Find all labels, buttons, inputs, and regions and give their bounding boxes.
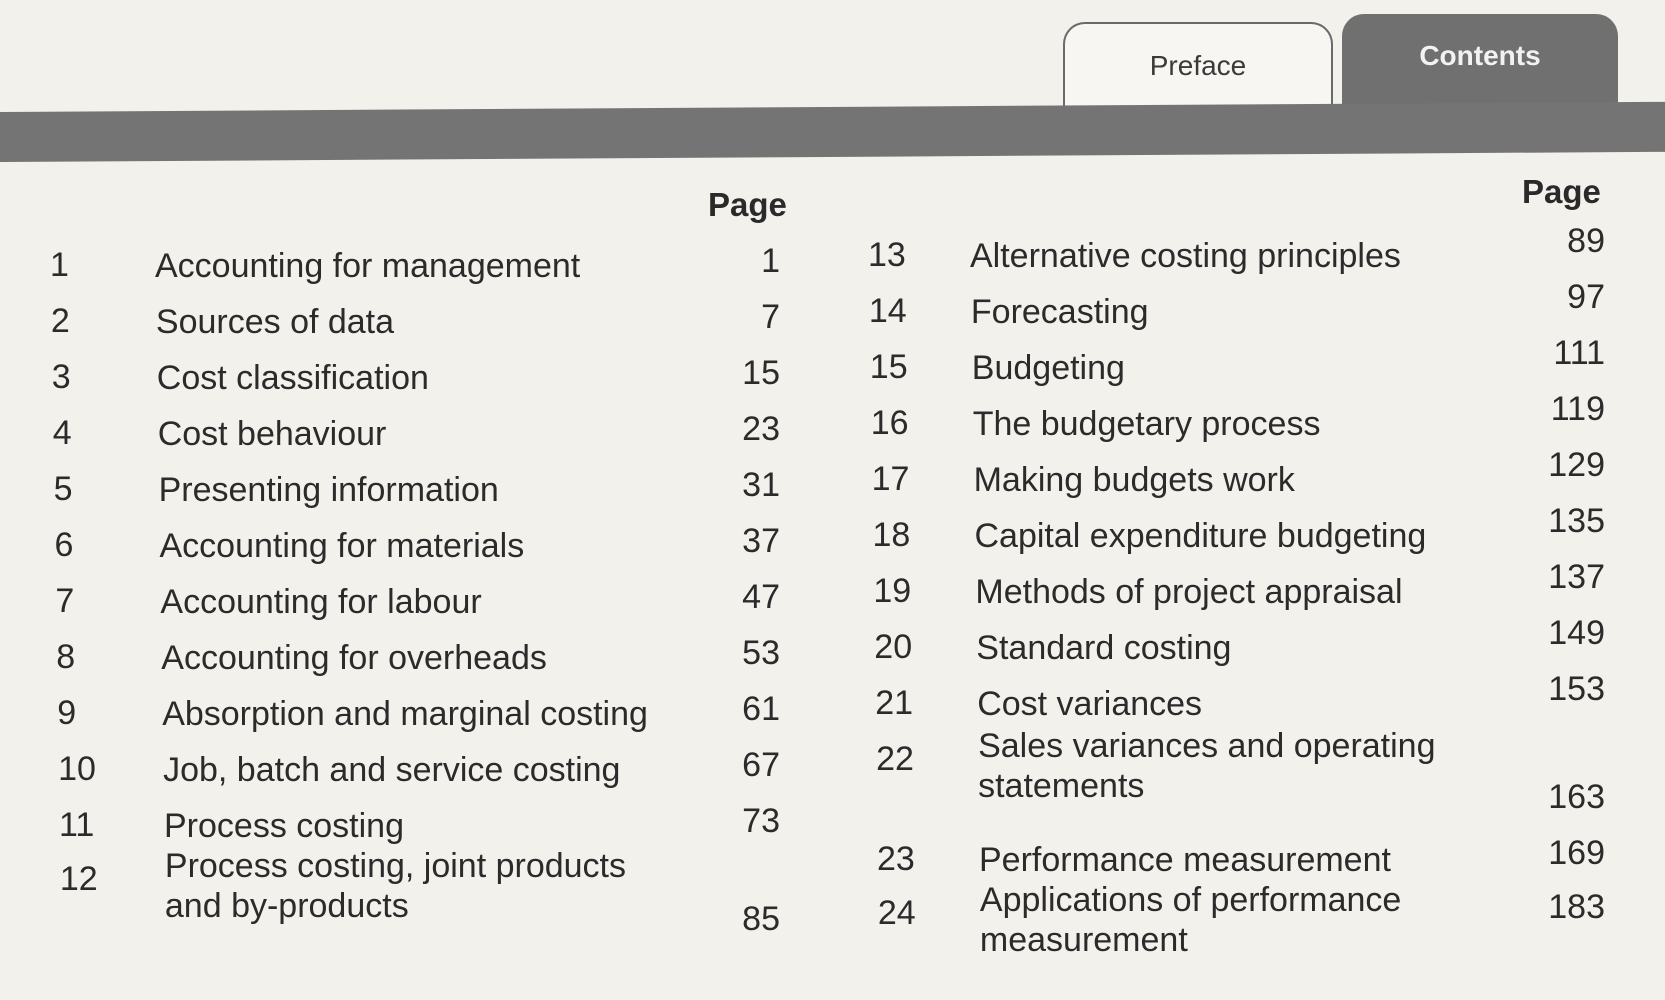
chapter-number: 9 <box>57 694 77 732</box>
chapter-page-number: 23 <box>742 410 780 448</box>
chapter-number: 4 <box>52 414 72 452</box>
chapter-page-number: 149 <box>1548 614 1605 652</box>
chapter-page-number: 89 <box>1567 222 1605 260</box>
chapter-number: 20 <box>874 628 913 666</box>
chapter-title-link[interactable]: Standard costing <box>976 629 1232 667</box>
chapter-title-link[interactable]: Job, batch and service costing <box>163 751 621 789</box>
chapter-title-link[interactable]: Accounting for management <box>155 247 581 285</box>
chapter-page-number: 163 <box>1548 778 1605 816</box>
chapter-title-link[interactable]: Performance measurement <box>979 841 1391 879</box>
chapter-page-number: 137 <box>1548 558 1605 596</box>
chapter-title-link[interactable]: Process costing, joint products and by-products <box>164 847 626 925</box>
chapter-title-link[interactable]: Sources of data <box>155 303 395 341</box>
chapter-number: 5 <box>53 470 73 508</box>
chapter-page-number: 129 <box>1548 446 1605 484</box>
chapter-title-link[interactable]: Absorption and marginal costing <box>162 695 648 733</box>
tab-preface[interactable]: Preface <box>1063 22 1333 118</box>
chapter-page-number: 153 <box>1548 670 1605 708</box>
chapter-title-link[interactable]: Methods of project appraisal <box>975 573 1403 611</box>
tab-contents[interactable]: Contents <box>1342 14 1618 118</box>
chapter-page-number: 135 <box>1548 502 1605 540</box>
chapter-number: 6 <box>54 526 74 564</box>
chapter-number: 10 <box>58 750 96 788</box>
chapter-page-number: 15 <box>742 354 780 392</box>
chapter-page-number: 37 <box>742 522 780 560</box>
chapter-number: 1 <box>50 246 69 284</box>
chapter-title-link[interactable]: Capital expenditure budgeting <box>974 517 1427 555</box>
chapter-number: 2 <box>50 302 70 340</box>
chapter-number: 18 <box>872 516 911 554</box>
chapter-number: 23 <box>877 840 915 878</box>
chapter-number: 8 <box>56 638 76 676</box>
chapter-page-number: 31 <box>742 466 780 504</box>
chapter-number: 17 <box>871 460 910 498</box>
header-band <box>0 102 1665 162</box>
chapter-title-link[interactable]: Making budgets work <box>973 461 1295 499</box>
chapter-number: 16 <box>870 404 909 442</box>
chapter-title-link[interactable]: Forecasting <box>970 293 1149 331</box>
chapter-title-link[interactable]: Accounting for labour <box>160 583 482 621</box>
chapter-number: 3 <box>51 358 71 396</box>
chapter-number: 24 <box>877 894 916 932</box>
chapter-page-number: 119 <box>1550 390 1605 428</box>
chapter-number: 15 <box>869 348 908 386</box>
chapter-title-link[interactable]: Sales variances and operating statements <box>978 727 1436 805</box>
chapter-page-number: 47 <box>742 578 780 616</box>
chapter-number: 14 <box>868 292 907 330</box>
chapter-page-number: 1 <box>761 242 780 280</box>
chapter-number: 19 <box>873 572 912 610</box>
chapter-page-number: 73 <box>742 802 780 840</box>
chapter-page-number: 97 <box>1567 278 1605 316</box>
chapter-title-link[interactable]: Cost behaviour <box>157 415 387 453</box>
chapter-title-link[interactable]: Process costing <box>164 807 404 845</box>
chapter-title-link[interactable]: Presenting information <box>158 471 499 509</box>
chapter-number: 7 <box>55 582 75 620</box>
chapter-page-number: 67 <box>742 746 780 784</box>
chapter-title-link[interactable]: Accounting for overheads <box>161 639 547 677</box>
chapter-title-link[interactable]: Cost classification <box>156 359 429 397</box>
left-page-header: Page <box>708 186 787 223</box>
chapter-page-number: 111 <box>1553 334 1605 372</box>
chapter-page-number: 53 <box>742 634 780 672</box>
chapter-number: 11 <box>59 806 95 844</box>
chapter-title-link[interactable]: Alternative costing principles <box>970 237 1401 275</box>
chapter-number: 21 <box>875 684 914 722</box>
chapter-title-link[interactable]: Budgeting <box>971 349 1125 387</box>
chapter-page-number: 169 <box>1548 834 1605 872</box>
chapter-number: 22 <box>876 740 914 778</box>
chapter-number: 13 <box>868 236 906 274</box>
chapter-page-number: 183 <box>1548 888 1605 926</box>
chapter-title-link[interactable]: The budgetary process <box>972 405 1321 443</box>
chapter-title-link[interactable]: Cost variances <box>977 685 1203 723</box>
chapter-title-link[interactable]: Accounting for materials <box>159 527 525 565</box>
chapter-page-number: 7 <box>761 298 780 336</box>
chapter-page-number: 85 <box>742 900 780 938</box>
chapter-title-link[interactable]: Applications of performance measurement <box>979 881 1402 959</box>
chapter-page-number: 61 <box>742 690 780 728</box>
chapter-number: 12 <box>59 860 98 898</box>
right-page-header: Page <box>1522 173 1601 210</box>
